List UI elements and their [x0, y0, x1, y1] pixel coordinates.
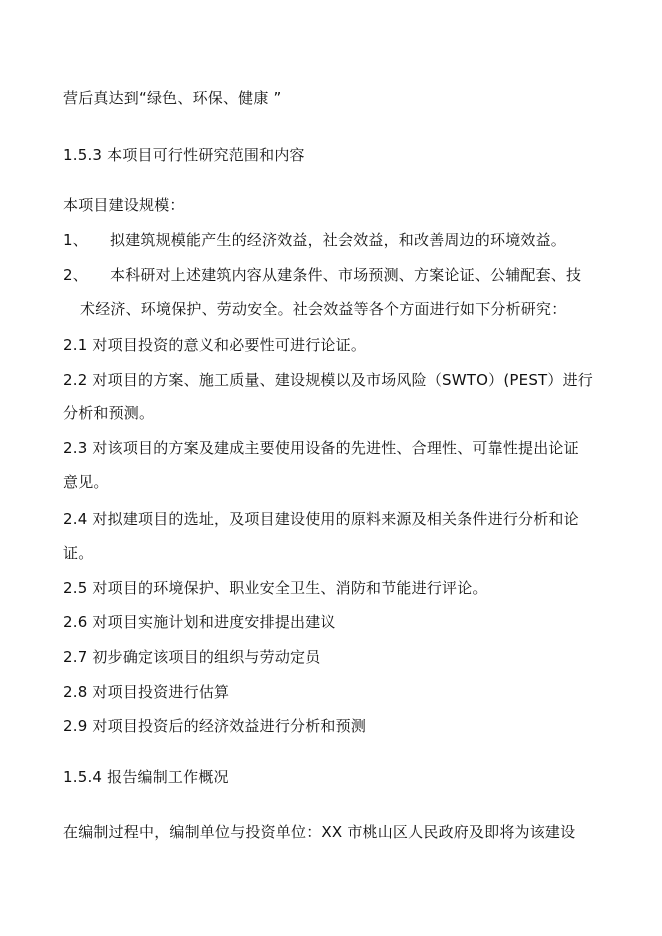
list-item-number: 2、 — [63, 266, 88, 284]
section-heading-1-5-3: 1.5.3 本项目可行性研究范围和内容 — [63, 146, 305, 164]
sub-item-2-4-continuation: 证。 — [63, 544, 94, 562]
paragraph-line: 营后真达到“绿色、环保、健康 ” — [63, 89, 282, 107]
list-item-2 — [63, 265, 581, 285]
sub-item-2-6: 2.6 对项目实施计划和进度安排提出建议 — [63, 613, 336, 631]
sub-item-2-9: 2.9 对项目投资后的经济效益进行分析和预测 — [63, 717, 367, 735]
sub-item-2-2: 2.2 对项目的方案、施工质量、建设规模以及市场风险（SWTO）(PEST）进行 — [63, 371, 594, 389]
section-heading-1-5-4: 1.5.4 报告编制工作概况 — [63, 768, 229, 786]
sub-item-2-2-continuation: 分析和预测。 — [63, 404, 155, 422]
sub-item-2-1: 2.1 对项目投资的意义和必要性可进行论证。 — [63, 336, 367, 354]
list-item-text: 拟建筑规模能产生的经济效益，社会效益，和改善周边的环境效益。 — [110, 231, 567, 249]
sub-item-2-3: 2.3 对该项目的方案及建成主要使用设备的先进性、合理性、可靠性提出论证 — [63, 439, 579, 457]
sub-item-2-8: 2.8 对项目投资进行估算 — [63, 683, 230, 701]
list-item-continuation: 术经济、环境保护、劳动安全。社会效益等各个方面进行如下分析研究： — [80, 300, 567, 318]
list-item-1 — [63, 230, 566, 250]
paragraph-line: 本项目建设规模： — [63, 196, 185, 214]
sub-item-2-7: 2.7 初步确定该项目的组织与劳动定员 — [63, 648, 321, 666]
list-item-number: 1、 — [63, 231, 88, 249]
sub-item-2-5: 2.5 对项目的环境保护、职业安全卫生、消防和节能进行评论。 — [63, 579, 488, 597]
list-item-text: 本科研对上述建筑内容从建条件、市场预测、方案论证、公辅配套、技 — [110, 266, 582, 284]
sub-item-2-4: 2.4 对拟建项目的选址，及项目建设使用的原料来源及相关条件进行分析和论 — [63, 510, 579, 528]
sub-item-2-3-continuation: 意见。 — [63, 473, 109, 491]
paragraph-line: 在编制过程中，编制单位与投资单位：XX 市桃山区人民政府及即将为该建设 — [63, 823, 576, 841]
